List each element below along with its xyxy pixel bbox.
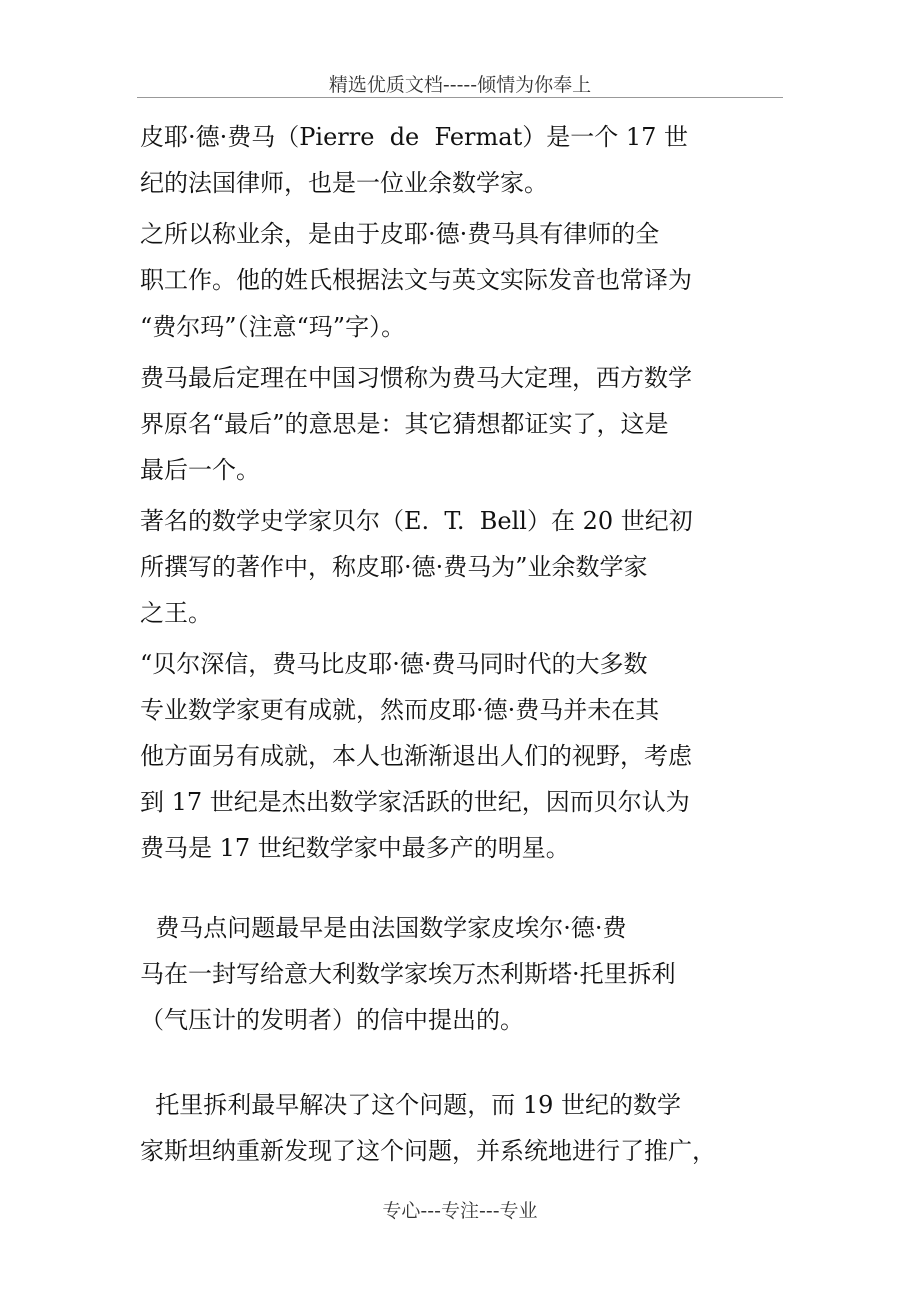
text-line: 马在一封写给意大利数学家埃万杰利斯塔·托里拆利 (140, 960, 676, 988)
text-line: 著名的数学史学家贝尔（E. T. Bell）在 20 世纪初 (140, 507, 693, 535)
page-header: 精选优质文档-----倾情为你奉上 (328, 74, 592, 96)
text-line: （气压计的发明者）的信中提出的。 (140, 1006, 524, 1034)
text-line: 所撰写的著作中，称皮耶·德·费马为”业余数学家 (140, 553, 648, 581)
header-divider (137, 97, 783, 98)
text-line: 费马点问题最早是由法国数学家皮埃尔·德·费 (140, 914, 627, 942)
text-line: 纪的法国律师，也是一位业余数学家。 (140, 169, 548, 197)
text-line: 家斯坦纳重新发现了这个问题，并系统地进行了推广， (140, 1137, 716, 1165)
text-line: 到 17 世纪是杰出数学家活跃的世纪，因而贝尔认为 (140, 788, 690, 816)
text-line: 专业数学家更有成就，然而皮耶·德·费马并未在其 (140, 696, 660, 724)
page-footer: 专心---专注---专业 (382, 1200, 538, 1222)
text-line: “贝尔深信，费马比皮耶·德·费马同时代的大多数 (140, 650, 648, 678)
text-line: 费马最后定理在中国习惯称为费马大定理，西方数学 (140, 364, 692, 392)
text-line: 最后一个。 (140, 456, 260, 484)
text-line: “费尔玛”（注意“玛”字）。 (140, 313, 406, 341)
text-line: 之王。 (140, 599, 212, 627)
text-line: 界原名“最后”的意思是：其它猜想都证实了，这是 (140, 410, 669, 438)
text-line: 托里拆利最早解决了这个问题，而 19 世纪的数学 (140, 1091, 682, 1119)
text-line: 之所以称业余，是由于皮耶·德·费马具有律师的全 (140, 220, 660, 248)
text-line: 他方面另有成就，本人也渐渐退出人们的视野，考虑 (140, 742, 692, 770)
text-line: 费马是 17 世纪数学家中最多产的明星。 (140, 834, 570, 862)
text-line: 职工作。他的姓氏根据法文与英文实际发音也常译为 (140, 266, 692, 294)
text-line: 皮耶·德·费马（Pierre de Fermat）是一个 17 世 (140, 123, 689, 151)
